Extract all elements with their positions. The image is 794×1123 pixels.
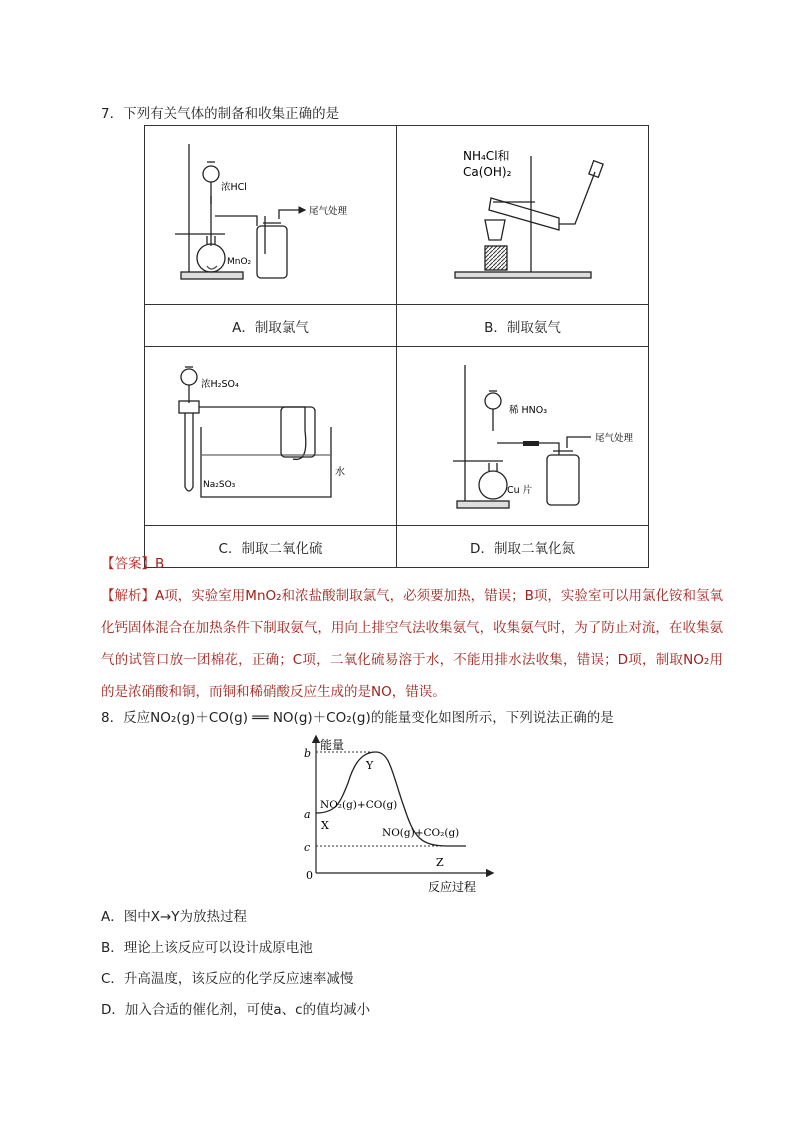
- label-conc-h2so4: 浓H₂SO₄: [201, 379, 239, 390]
- reactants-label: NO₂(g)+CO(g): [320, 799, 398, 811]
- question-8-options: [101, 902, 370, 1026]
- q8-option-b: B．理论上该反应可以设计成原电池: [101, 940, 313, 956]
- option-b-label: B．制取氨气: [397, 305, 649, 347]
- products-label: NO(g)+CO₂(g): [382, 827, 460, 839]
- apparatus-b-diagram: [397, 126, 666, 304]
- apparatus-d-image: [397, 347, 649, 526]
- apparatus-table: [144, 125, 649, 568]
- apparatus-a-diagram: [145, 126, 379, 304]
- analysis-text: A项，实验室用MnO₂和浓盐酸制取氯气，必须要加热，错误；B项，实验室可以用氯化铵和氢氧化钙固体混合在加热条件下制取氨气，用向上排空气法收集氨气，收集氨气时，为了防止对流，在收集氨气的试管口放一团棉花，正确；C项，二氧化硫易溶于水，不能用排水法收集，错误；D项，制取NO₂用的是浓硝酸和铜，而铜和稀硝酸反应生成的是NO，错误。: [101, 588, 723, 700]
- label-conc-hcl: 浓HCl: [221, 182, 247, 193]
- option-a-label: A．制取氯气: [145, 305, 397, 347]
- answer-line: [101, 552, 164, 572]
- option-c-label: C．制取二氧化硫: [145, 526, 397, 568]
- label-nh4cl: NH₄Cl和: [463, 149, 510, 163]
- q8-option-d: D．加入合适的催化剂，可使a、c的值均减小: [101, 1002, 371, 1018]
- b-label: b: [304, 747, 312, 760]
- question-8-title: 8．反应NO₂(g)＋CO(g) ══ NO(g)＋CO₂(g)的能量变化如图所示，下列说法正确的是: [101, 710, 614, 726]
- question-7-title: 7．下列有关气体的制备和收集正确的是: [101, 106, 340, 122]
- label-caoh2: Ca(OH)₂: [463, 165, 512, 179]
- q8-option-a: A．图中X→Y为放热过程: [101, 909, 248, 925]
- label-cu: Cu 片: [507, 485, 533, 496]
- y-axis-label: 能量: [320, 738, 345, 752]
- point-z-label: Z: [436, 856, 444, 869]
- point-x-label: X: [321, 819, 329, 832]
- apparatus-b-image: [397, 126, 649, 305]
- analysis-paragraph: [101, 580, 723, 708]
- apparatus-d-diagram: [397, 347, 666, 525]
- apparatus-c-image: [145, 347, 397, 526]
- answer-tag: 【答案】: [101, 556, 155, 572]
- label-na2so3: Na₂SO₃: [203, 480, 236, 490]
- option-d-label: D．制取二氧化氮: [397, 526, 649, 568]
- label-water: 水: [335, 467, 345, 478]
- point-y-label: Y: [366, 759, 374, 772]
- label-tail-gas-a: 尾气处理: [309, 206, 348, 217]
- origin-label: 0: [306, 869, 313, 882]
- a-label: a: [304, 808, 311, 821]
- label-dilute-hno3: 稀 HNO₃: [509, 405, 548, 416]
- apparatus-a-image: [145, 126, 397, 305]
- label-mno2: MnO₂: [227, 257, 252, 267]
- analysis-tag: 【解析】: [101, 588, 156, 604]
- c-label: c: [304, 841, 311, 854]
- q8-option-c: C．升高温度，该反应的化学反应速率减慢: [101, 971, 354, 987]
- x-axis-label: 反应过程: [428, 880, 477, 894]
- answer-value: B: [155, 556, 165, 572]
- apparatus-c-diagram: [145, 347, 379, 525]
- energy-diagram: [296, 733, 500, 897]
- label-tail-gas-d: 尾气处理: [595, 433, 634, 444]
